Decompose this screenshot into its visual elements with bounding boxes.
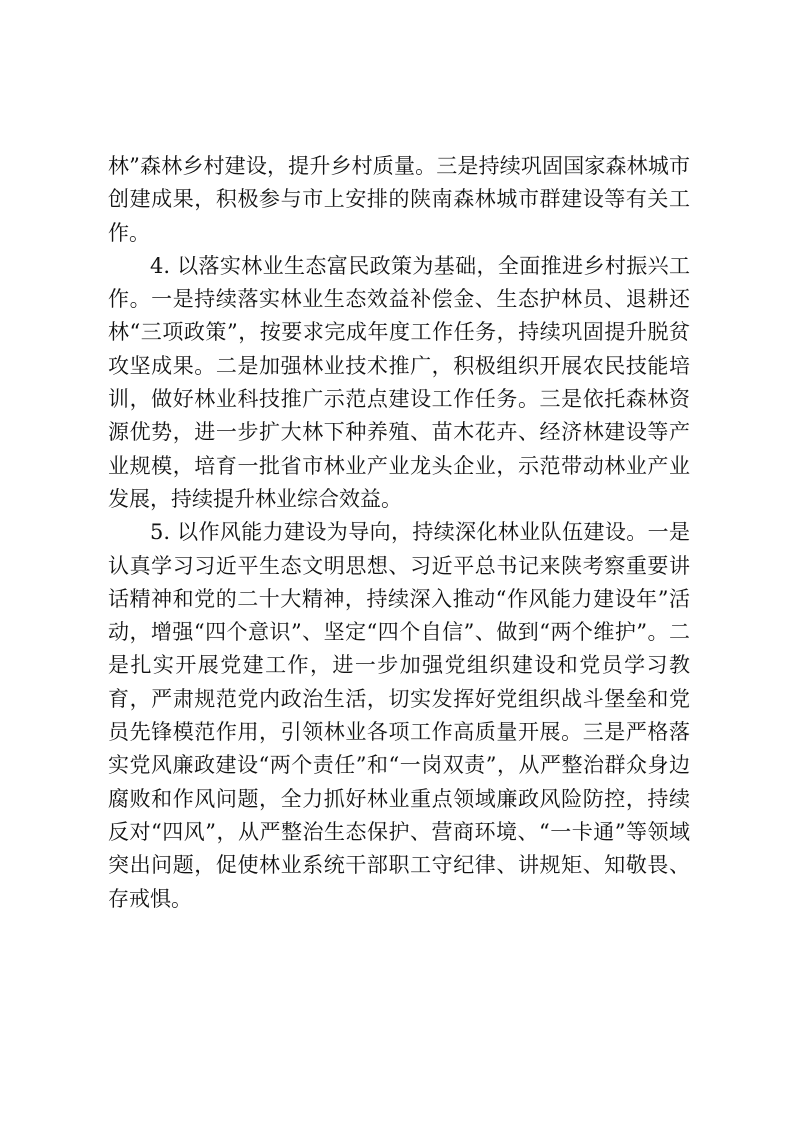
paragraph-continued: 林”森林乡村建设，提升乡村质量。三是持续巩固国家森林城市创建成果，积极参与市上安排的陕南森林城市群建设等有关工作。 bbox=[108, 154, 690, 245]
paragraph-item-4: 4. 以落实林业生态富民政策为基础，全面推进乡村振兴工作。一是持续落实林业生态效益补偿金、生态护林员、退耕还林“三项政策”，按要求完成年度工作任务，持续巩固提升脱贫攻坚成果。二是加强林业技术推广，积极组织开展农民技能培训，做好林业科技推广示范点建设工作任务。三是依托森林资源优势，进一步扩大林下种养殖、苗木花卉、经济林建设等产业规模，培育一批省市林业产业龙头企业，示范带动林业产业发展，持续提升林业综合效益。 bbox=[108, 253, 690, 511]
document-body bbox=[108, 150, 690, 916]
paragraph-item-5: 5. 以作风能力建设为导向，持续深化林业队伍建设。一是认真学习习近平生态文明思想、习近平总书记来陕考察重要讲话精神和党的二十大精神，持续深入推动“作风能力建设年”活动，增强“四个意识”、坚定“四个自信”、做到“两个维护”。二是扎实开展党建工作，进一步加强党组织建设和党员学习教育，严肃规范党内政治生活，切实发挥好党组织战斗堡垒和党员先锋模范作用，引领林业各项工作高质量开展。三是严格落实党风廉政建设“两个责任”和“一岗双责”，从严整治群众身边腐败和作风问题，全力抓好林业重点领域廉政风险防控，持续反对“四风”，从严整治生态保护、营商环境、“一卡通”等领域突出问题，促使林业系统干部职工守纪律、讲规矩、知敬畏、存戒惧。 bbox=[108, 520, 690, 911]
